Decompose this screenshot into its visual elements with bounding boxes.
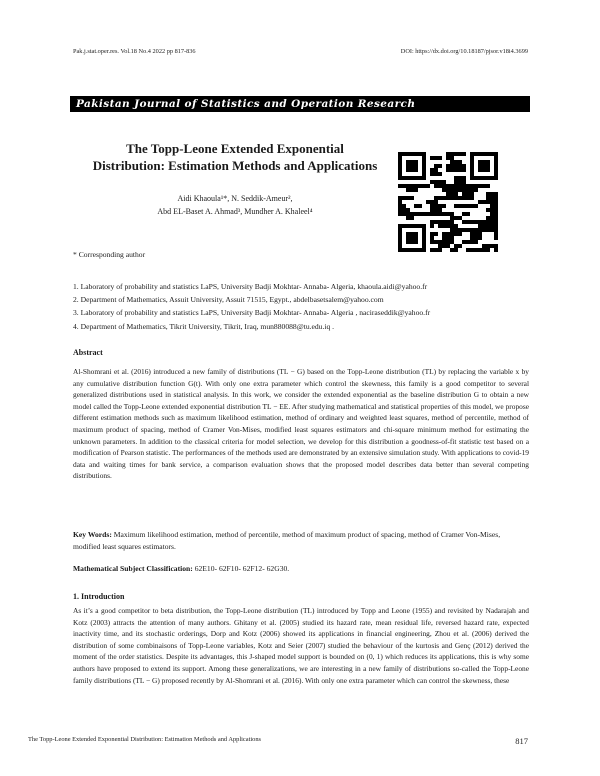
paper-title: [70, 140, 400, 174]
introduction-body: [73, 605, 529, 686]
corresponding-author-note: * Corresponding author: [73, 250, 146, 259]
keywords: [73, 529, 529, 552]
footer-running-title: The Topp-Leone Extended Exponential Distribution: Estimation Methods and Applications: [28, 736, 262, 743]
author-list: [70, 192, 400, 218]
affiliation-item: 1. Laboratory of probability and statistics LaPS, University Badji Mokhtar- Annaba- Algeria, khaoula.aidi@yahoo.fr: [73, 282, 428, 291]
journal-banner: Pakistan Journal of Statistics and Operation Research: [70, 96, 530, 112]
affiliation-item: 3. Laboratory of probability and statistics LaPS, University Badji Mokhtar- Annaba- Algeria , naciraseddik@yahoo.fr: [73, 308, 431, 318]
abstract-body: [73, 366, 529, 482]
header-doi: DOI: https://dx.doi.org/10.18187/pjsor.v18i4.3699: [400, 48, 528, 55]
introduction-paragraph: As it’s a good competitor to beta distribution, the Topp-Leone distribution (TL) introduced by Topp and Leone (1955) and revisited by Nadarajah and Kotz (2003) attracts the attention of many authors. Ghitany et al. (2005) studied its hazard rate, mean residual life, reversed hazard rate, expected inactivity time, and its stochastic orderings, Dorp and Kotz (2006) showed its applications in financial engineering, Zhou et al. (2006) derived the distribution of some combinaisons of Topp-Leone variables, Kotz and Seier (2007) studied the behaviour of the kurtosis and Genç (2012) derived the moment of the order statistics. Despite its advantages, this J-shaped model support is bounded on (0, 1) which reduces its applications, this is why some authors have proposed to extend its support. Among these generalizations, we are interesting in a new family of distributions so-called the Topp-Leone family distributions (TL − G) proposed recently by Al-Shomrani et al. (2016). With only one extra parameter which can control the skewness, these: [73, 606, 529, 685]
introduction-heading: 1. Introduction: [73, 592, 125, 601]
qr-code-icon: [398, 152, 498, 252]
authors-line-1: Aidi Khaoula¹*, N. Seddik-Ameur²,: [177, 194, 293, 203]
affiliation-item: 4. Department of Mathematics, Tikrit University, Tikrit, Iraq, mun880088@tu.edu.iq .: [73, 321, 335, 331]
affiliation-list: [73, 280, 533, 333]
affiliation-item: 2. Department of Mathematics, Assuit University, Assuit 71515, Egypt., abdelbasetsalem@yahoo.com: [73, 295, 384, 305]
msc-text: 62E10- 62F10- 62F12- 62G30.: [194, 564, 290, 573]
msc-label: Mathematical Subject Classification:: [73, 564, 193, 573]
title-line-2: Distribution: Estimation Methods and Applications: [92, 158, 378, 173]
msc-classification: [73, 563, 529, 575]
keywords-text: Maximum likelihood estimation, method of percentile, method of maximum product of spacing, method of Cramer Von-Mises, modified least squares estimators.: [73, 530, 501, 551]
authors-line-2: Abd EL-Baset A. Ahmad³, Mundher A. Khaleel⁴: [157, 207, 313, 216]
abstract-paragraph: Al-Shomrani et al. (2016) introduced a new family of distributions (TL − G) based on the Topp-Leone distribution (TL) by replacing the variable x by any cumulative distribution function G(t). With only one extra parameter which control the skewness, this family is a good competitor to several generalized distributions used in statistical analysis. In this work, we consider the extended exponential as the baseline distribution G to obtain a new model called the Topp-Leone extended exponential distribution TL − EE. After studying mathematical and statistical properties of this model, we propose different estimation methods such as maximum likelihood estimation, method of ordinary and weighted least squares, method of percentile, method of maximum product of spacing, method of Cramer Von-Mises, modified least squares estimators and chi-square minimum method for estimating the unknown parameters. In addition to the classical criteria for model selection, we develop for this distribution a goodness-of-fit statistic test based on a modification of Pearson statistic. The performances of the methods used are demonstrated by an extensive simulation study. With applications to covid-19 data and waiting times for bank service, a comparison evaluation shows that the proposed model describes data better than several competing distributions.: [73, 367, 529, 481]
abstract-heading: Abstract: [73, 348, 103, 357]
keywords-label: Key Words:: [73, 530, 112, 539]
title-line-1: The Topp-Leone Extended Exponential: [126, 141, 344, 156]
footer-page-number: 817: [515, 736, 528, 746]
header-citation: Pak.j.stat.oper.res. Vol.18 No.4 2022 pp 817-836: [73, 48, 196, 55]
